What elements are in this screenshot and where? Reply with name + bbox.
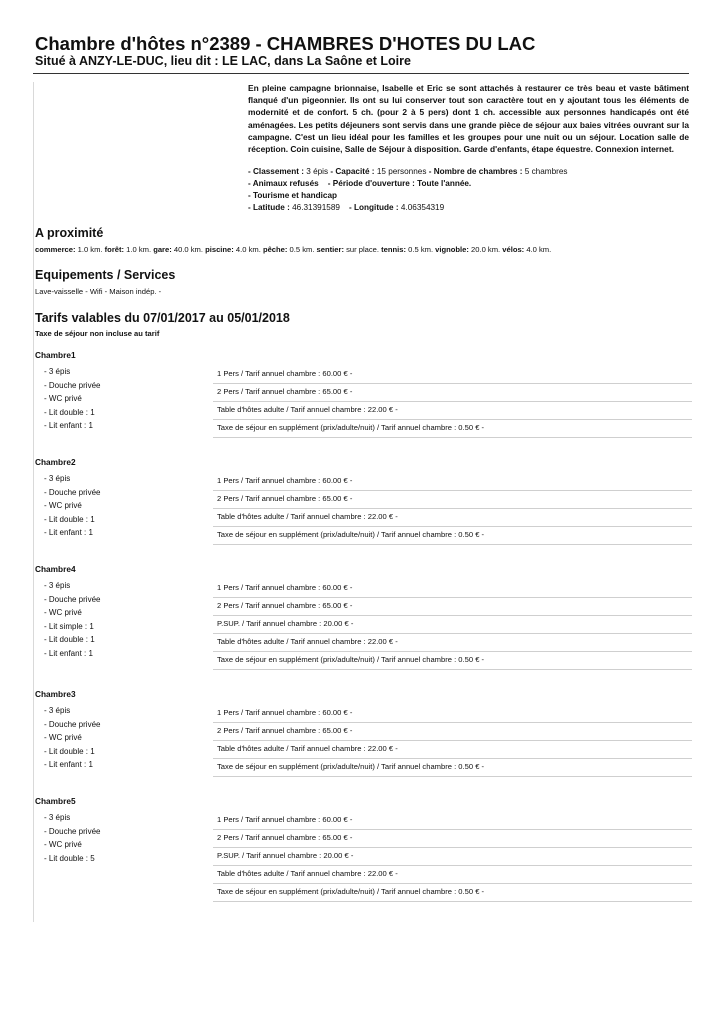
classement-label: - Classement : [248,167,304,176]
tarif-text: 1 Pers / Tarif annuel chambre : 60.00 € - [217,369,353,378]
proximite-value: 0.5 km. [406,245,436,254]
facts-row-coords [248,202,568,214]
latitude-value: 46.31391589 [292,203,340,212]
tarif-text: Table d'hôtes adulte / Tarif annuel chambre : 22.00 € - [217,744,398,753]
tarif-row [213,848,692,866]
periode-text: - Période d'ouverture : Toute l'année. [327,179,472,188]
room-feature: - WC privé [44,840,82,850]
room-feature: - Lit double : 1 [44,514,95,524]
room-feature: - Douche privée [44,594,101,604]
tarif-text: Table d'hôtes adulte / Tarif annuel chambre : 22.00 € - [217,869,398,878]
room-name: Chambre1 [35,350,76,360]
proximite-value: 1.0 km. [75,245,105,254]
tarif-text: 2 Pers / Tarif annuel chambre : 65.00 € - [217,387,353,396]
proximite-value: 1.0 km. [124,245,154,254]
page-title: Chambre d'hôtes n°2389 - CHAMBRES D'HOTES DU LAC [35,33,536,54]
tarif-text: Table d'hôtes adulte / Tarif annuel chambre : 22.00 € - [217,637,398,646]
tarif-row [213,384,692,402]
tarif-row [213,509,692,527]
equipements-list: Lave-vaisselle - Wifi - Maison indép. - [35,287,162,296]
tarif-row [213,705,692,723]
latitude-label: - Latitude : [248,203,290,212]
proximite-label: vélos: [502,245,525,254]
proximite-value: 0.5 km. [287,245,317,254]
header-divider [33,73,689,74]
room-name: Chambre3 [35,689,76,699]
left-margin-rule [33,82,34,922]
tarif-row [213,652,692,670]
tarif-text: Taxe de séjour en supplément (prix/adulte/nuit) / Tarif annuel chambre : 0.50 € - [217,530,485,539]
tarif-row [213,830,692,848]
room-feature: - Douche privée [44,826,101,836]
proximite-value: 4.0 km. [524,245,552,254]
tarif-text: Table d'hôtes adulte / Tarif annuel chambre : 22.00 € - [217,405,398,414]
room-feature: - Lit double : 5 [44,853,95,863]
tarif-text: 2 Pers / Tarif annuel chambre : 65.00 € - [217,726,353,735]
chambres-label: - Nombre de chambres : [428,167,523,176]
proximite-value: 4.0 km. [233,245,263,254]
tarif-row [213,741,692,759]
tarif-row [213,580,692,598]
room-name: Chambre2 [35,457,76,467]
proximite-label: gare: [153,245,172,254]
room-feature: - WC privé [44,733,82,743]
tarif-row [213,527,692,545]
room-feature: - WC privé [44,608,82,618]
tarif-row [213,616,692,634]
equipements-heading: Equipements / Services [35,268,176,282]
room-feature: - Lit double : 1 [44,746,95,756]
room-feature: - Lit simple : 1 [44,621,94,631]
tarif-text: Taxe de séjour en supplément (prix/adulte/nuit) / Tarif annuel chambre : 0.50 € - [217,762,485,771]
room-feature: - 3 épis [44,581,71,590]
proximite-value: sur place. [343,245,382,254]
tax-note: Taxe de séjour non incluse au tarif [35,329,160,338]
room-feature: - Lit enfant : 1 [44,760,93,770]
tarif-text: Taxe de séjour en supplément (prix/adulte/nuit) / Tarif annuel chambre : 0.50 € - [217,655,485,664]
animaux-text: - Animaux refusés [248,179,319,188]
capacite-label: - Capacité : [330,167,375,176]
chambres-value: 5 chambres [524,167,568,176]
tarif-text: 2 Pers / Tarif annuel chambre : 65.00 € - [217,833,353,842]
room-name: Chambre4 [35,564,76,574]
tarif-row [213,473,692,491]
room-feature: - 3 épis [44,706,71,715]
tarif-row [213,420,692,438]
tarif-text: P.SUP. / Tarif annuel chambre : 20.00 € - [217,619,354,628]
longitude-label: - Longitude : [349,203,399,212]
proximite-label: sentier: [316,245,344,254]
room-feature: - Douche privée [44,380,101,390]
facts-row-tourisme [248,190,568,202]
tarif-text: Taxe de séjour en supplément (prix/adulte/nuit) / Tarif annuel chambre : 0.50 € - [217,423,485,432]
proximite-label: commerce: [35,245,76,254]
tarif-text: 1 Pers / Tarif annuel chambre : 60.00 € - [217,476,353,485]
proximite-value: 40.0 km. [171,245,206,254]
room-feature: - 3 épis [44,474,71,483]
tarif-text: 1 Pers / Tarif annuel chambre : 60.00 € - [217,708,353,717]
facts-row-classement [248,166,568,178]
description-paragraph: En pleine campagne brionnaise, Isabelle et Eric se sont attachés à restaurer ce très beau et vaste bâtiment flanqué d'un pigeonnier. Ils ont su lui conserver tout son caractère tout en y ajoutant tous les éléments de modernité et de confort. 5 ch. (pour 2 à 5 pers) dont 1 ch. accessible aux personnes handicapés ont été aménagées. Les petits déjeuners sont servis dans une grande pièce de séjour aux baies vitrées ouvrant sur la campagne. C'est un lieu idéal pour les familles et les groupes pour une nuit ou un séjour. Location salle de réception. Coin cuisine, Salle de Séjour à disposition. Garde d'enfants, étape équestre. Connexion internet. [248,83,689,155]
tarif-row [213,812,692,830]
room-feature: - WC privé [44,501,82,511]
room-feature: - 3 épis [44,367,71,376]
room-name: Chambre5 [35,796,76,806]
room-feature: - Douche privée [44,487,101,497]
tarif-row [213,866,692,884]
facts-row-animaux [248,178,568,190]
classement-value: 3 épis [306,167,329,176]
tarif-text: 2 Pers / Tarif annuel chambre : 65.00 € - [217,494,353,503]
room-feature: - Lit enfant : 1 [44,528,93,538]
room-feature: - Lit double : 1 [44,407,95,417]
proximite-label: pêche: [262,245,288,254]
proximite-label: forêt: [104,245,125,254]
tarif-row [213,598,692,616]
room-feature: - Lit enfant : 1 [44,421,93,431]
proximite-label: tennis: [381,245,407,254]
proximite-label: piscine: [205,245,234,254]
tarif-row [213,884,692,902]
tarif-text: Table d'hôtes adulte / Tarif annuel chambre : 22.00 € - [217,512,398,521]
room-feature: - Lit double : 1 [44,635,95,645]
longitude-value: 4.06354319 [400,203,445,212]
tarif-row [213,491,692,509]
capacite-value: 15 personnes [376,167,427,176]
facts-block [248,166,568,214]
room-feature: - 3 épis [44,813,71,822]
page-subtitle: Situé à ANZY-LE-DUC, lieu dit : LE LAC, dans La Saône et Loire [35,54,411,68]
tarif-text: Taxe de séjour en supplément (prix/adulte/nuit) / Tarif annuel chambre : 0.50 € - [217,887,485,896]
room-feature: - Lit enfant : 1 [44,649,93,658]
proximite-list [35,245,551,254]
tourisme-text: - Tourisme et handicap [248,191,338,200]
tarif-text: 1 Pers / Tarif annuel chambre : 60.00 € - [217,583,353,592]
tarif-row [213,723,692,741]
proximite-heading: A proximité [35,226,104,240]
proximite-value: 20.0 km. [468,245,503,254]
proximite-label: vignoble: [435,245,469,254]
tarif-row [213,402,692,420]
room-feature: - WC privé [44,394,82,404]
tarif-row [213,366,692,384]
tarif-row [213,634,692,652]
tarif-text: P.SUP. / Tarif annuel chambre : 20.00 € - [217,851,354,860]
tarif-row [213,759,692,777]
tarif-text: 1 Pers / Tarif annuel chambre : 60.00 € - [217,815,353,824]
room-feature: - Douche privée [44,719,101,729]
tarifs-heading: Tarifs valables du 07/01/2017 au 05/01/2018 [35,311,290,325]
tarif-text: 2 Pers / Tarif annuel chambre : 65.00 € - [217,601,353,610]
